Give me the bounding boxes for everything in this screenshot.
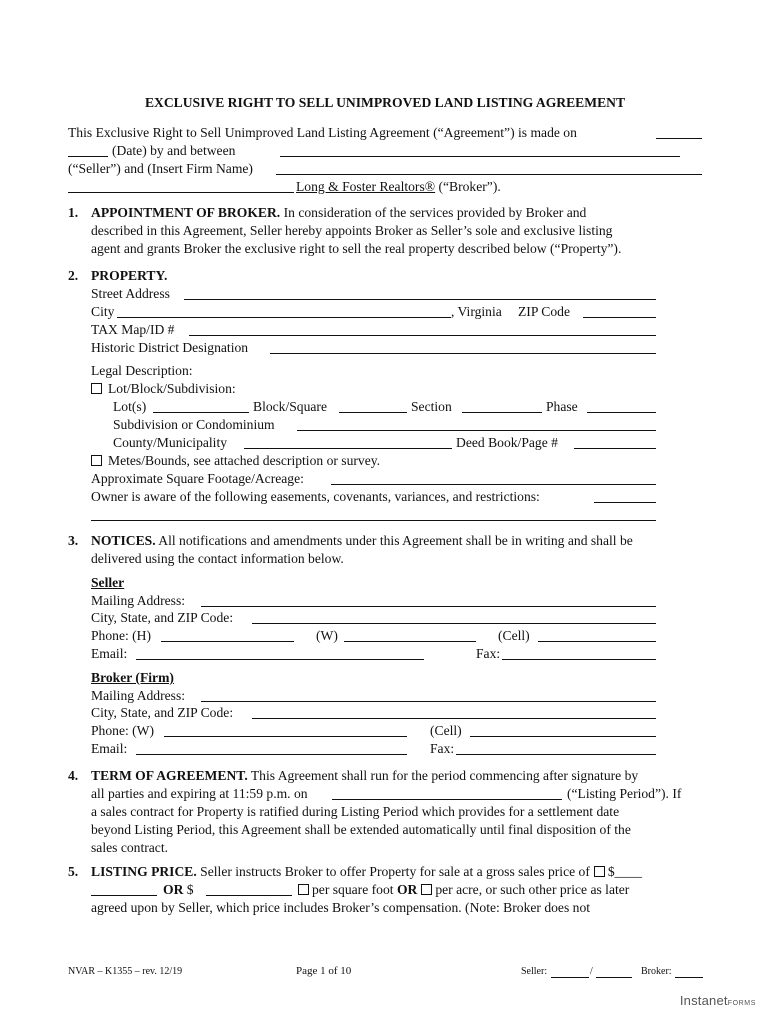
initials-slash: / bbox=[590, 966, 593, 977]
section-5-line-2 bbox=[163, 881, 194, 899]
metes-bounds-checkbox[interactable] bbox=[91, 455, 102, 466]
metes-bounds-option bbox=[91, 452, 380, 470]
per-acre-checkbox[interactable] bbox=[421, 884, 432, 895]
seller-phone-w-field[interactable] bbox=[344, 641, 476, 642]
easements-field[interactable] bbox=[594, 502, 656, 503]
section-1-text-1: In consideration of the services provided by Broker and bbox=[283, 205, 587, 220]
section-4-line-4: beyond Listing Period, this Agreement shall be extended automatically until final disposition of the bbox=[91, 822, 631, 837]
intro-line-1: This Exclusive Right to Sell Unimproved Land Listing Agreement (“Agreement”) is made on bbox=[68, 125, 577, 140]
firm-name-field[interactable] bbox=[276, 174, 702, 175]
broker-city-state-zip-field[interactable] bbox=[252, 718, 656, 719]
easements-field-2[interactable] bbox=[91, 520, 656, 521]
or-label-1: OR bbox=[163, 882, 184, 897]
street-address-field[interactable] bbox=[184, 299, 656, 300]
lots-field[interactable] bbox=[153, 412, 249, 413]
brand-suffix: FORMS bbox=[727, 1000, 756, 1007]
section-4-line-5: sales contract. bbox=[91, 840, 168, 855]
price-per-sqft-field[interactable] bbox=[206, 895, 292, 896]
document-title: EXCLUSIVE RIGHT TO SELL UNIMPROVED LAND LISTING AGREEMENT bbox=[144, 95, 626, 110]
broker-email-label: Email: bbox=[91, 741, 128, 756]
intro-line-3: (“Seller”) and (Insert Firm Name) bbox=[68, 161, 253, 176]
broker-phone-w-field[interactable] bbox=[164, 736, 407, 737]
broker-fax-label: Fax: bbox=[430, 741, 455, 756]
zip-field[interactable] bbox=[583, 317, 656, 318]
zip-label: ZIP Code bbox=[518, 304, 570, 319]
or-label-2: OR bbox=[396, 882, 418, 897]
city-field[interactable] bbox=[117, 317, 451, 318]
deed-book-field[interactable] bbox=[574, 448, 656, 449]
section-5-text-1: Seller instructs Broker to offer Property for sale at a gross sales price of bbox=[200, 864, 590, 879]
deed-book-label: Deed Book/Page # bbox=[456, 435, 558, 450]
broker-initials-field[interactable] bbox=[675, 977, 703, 978]
metes-bounds-label: Metes/Bounds, see attached description or survey. bbox=[108, 453, 381, 468]
seller-city-state-zip-field[interactable] bbox=[252, 623, 656, 624]
seller-phone-w-label: (W) bbox=[316, 628, 338, 643]
firm-name: Long & Foster Realtors® bbox=[296, 179, 436, 194]
section-1-line-3: agent and grants Broker the exclusive right to sell the real property described below (“Property”). bbox=[91, 241, 622, 256]
county-field[interactable] bbox=[244, 448, 452, 449]
county-label: County/Municipality bbox=[113, 435, 228, 450]
section-5-line-3: agreed upon by Seller, which price includes Broker’s compensation. (Note: Broker does not bbox=[91, 900, 591, 915]
broker-label: (“Broker”). bbox=[438, 179, 501, 194]
broker-mailing-field[interactable] bbox=[201, 701, 656, 702]
lots-label: Lot(s) bbox=[113, 399, 147, 414]
lot-block-option bbox=[91, 380, 236, 398]
subdivision-field[interactable] bbox=[297, 430, 656, 431]
section-field[interactable] bbox=[462, 412, 542, 413]
seller-cell-field[interactable] bbox=[538, 641, 656, 642]
seller-phone-h-label: Phone: (H) bbox=[91, 628, 152, 643]
seller-initials-label: Seller: bbox=[521, 966, 548, 977]
gross-price-field-2[interactable] bbox=[91, 895, 157, 896]
section-3-text-1: All notifications and amendments under this Agreement shall be in writing and shall be bbox=[158, 533, 633, 548]
section-3-number: 3. bbox=[68, 533, 79, 548]
broker-cell-label: (Cell) bbox=[430, 723, 462, 738]
section-4-number: 4. bbox=[68, 768, 79, 783]
broker-city-state-zip-label: City, State, and ZIP Code: bbox=[91, 705, 234, 720]
broker-mailing-label: Mailing Address: bbox=[91, 688, 186, 703]
street-address-label: Street Address bbox=[91, 286, 170, 301]
seller-initials-field-1[interactable] bbox=[551, 977, 589, 978]
dollar-sign: $ bbox=[186, 882, 194, 897]
legal-description-label: Legal Description: bbox=[91, 363, 193, 378]
section-4-line-3: a sales contract for Property is ratified during Listing Period which provides for a settlement date bbox=[91, 804, 620, 819]
lot-block-label: Lot/Block/Subdivision: bbox=[108, 381, 236, 396]
easements-label: Owner is aware of the following easements, covenants, variances, and restrictions: bbox=[91, 489, 540, 504]
broker-cell-field[interactable] bbox=[470, 736, 656, 737]
brand-name: Instanet bbox=[679, 993, 728, 1008]
section-4-text-1: This Agreement shall run for the period commencing after signature by bbox=[250, 768, 639, 783]
broker-email-field[interactable] bbox=[136, 754, 407, 755]
seller-heading: Seller bbox=[91, 575, 125, 590]
per-sqft-label: per square foot bbox=[312, 882, 394, 897]
seller-mailing-field[interactable] bbox=[201, 606, 656, 607]
section-3-line-1 bbox=[91, 532, 633, 550]
block-label: Block/Square bbox=[253, 399, 327, 414]
gross-price-checkbox[interactable] bbox=[594, 866, 605, 877]
virginia-label: , Virginia bbox=[451, 304, 502, 319]
section-5-heading: LISTING PRICE. bbox=[91, 864, 197, 879]
per-sqft-checkbox[interactable] bbox=[298, 884, 309, 895]
agreement-date-field[interactable] bbox=[656, 138, 702, 139]
seller-initials-field-2[interactable] bbox=[596, 977, 632, 978]
intro-line-2: (Date) by and between bbox=[112, 143, 236, 158]
broker-heading: Broker (Firm) bbox=[91, 670, 174, 685]
firm-name-field-2[interactable] bbox=[68, 192, 294, 193]
section-1-number: 1. bbox=[68, 205, 79, 220]
broker-fax-field[interactable] bbox=[456, 754, 656, 755]
seller-mailing-label: Mailing Address: bbox=[91, 593, 186, 608]
section-4-heading: TERM OF AGREEMENT. bbox=[91, 768, 248, 783]
instanet-forms-logo bbox=[680, 993, 756, 1008]
square-footage-field[interactable] bbox=[331, 484, 656, 485]
section-5-line-2b bbox=[294, 881, 629, 899]
section-3-line-2: delivered using the contact information below. bbox=[91, 551, 344, 566]
seller-cell-label: (Cell) bbox=[498, 628, 530, 643]
section-4-line-2b: (“Listing Period”). If bbox=[567, 786, 682, 801]
section-5-number: 5. bbox=[68, 864, 79, 879]
broker-initials-label: Broker: bbox=[641, 966, 672, 977]
seller-phone-h-field[interactable] bbox=[161, 641, 294, 642]
subdivision-label: Subdivision or Condominium bbox=[113, 417, 275, 432]
square-footage-label: Approximate Square Footage/Acreage: bbox=[91, 471, 304, 486]
seller-fax-label: Fax: bbox=[476, 646, 501, 661]
seller-fax-field[interactable] bbox=[502, 659, 656, 660]
section-2-number: 2. bbox=[68, 268, 79, 283]
seller-email-field[interactable] bbox=[136, 659, 424, 660]
per-acre-label: per acre, or such other price as later bbox=[435, 882, 630, 897]
section-label: Section bbox=[411, 399, 452, 414]
block-field[interactable] bbox=[339, 412, 407, 413]
seller-name-field[interactable] bbox=[280, 156, 680, 157]
city-label: City bbox=[91, 304, 115, 319]
tax-map-label: TAX Map/ID # bbox=[91, 322, 175, 337]
form-id: NVAR – K1355 – rev. 12/19 bbox=[68, 966, 183, 977]
page-number: Page 1 of 10 bbox=[296, 965, 352, 977]
section-4-line-1 bbox=[91, 767, 638, 785]
section-3-heading: NOTICES. bbox=[91, 533, 156, 548]
firm-name-line bbox=[296, 178, 501, 196]
phase-field[interactable] bbox=[587, 412, 656, 413]
section-2-heading: PROPERTY. bbox=[91, 268, 168, 283]
gross-price-field[interactable]: $____ bbox=[607, 864, 642, 879]
section-1-line-1 bbox=[91, 204, 586, 222]
historic-district-label: Historic District Designation bbox=[91, 340, 249, 355]
section-1-heading: APPOINTMENT OF BROKER. bbox=[91, 205, 281, 220]
broker-phone-w-label: Phone: (W) bbox=[91, 723, 155, 738]
tax-map-field[interactable] bbox=[189, 335, 656, 336]
date-field[interactable] bbox=[68, 156, 108, 157]
seller-city-state-zip-label: City, State, and ZIP Code: bbox=[91, 610, 234, 625]
section-5-line-1 bbox=[91, 863, 642, 881]
section-4-line-2a: all parties and expiring at 11:59 p.m. on bbox=[91, 786, 308, 801]
seller-email-label: Email: bbox=[91, 646, 128, 661]
lot-block-checkbox[interactable] bbox=[91, 383, 102, 394]
historic-district-field[interactable] bbox=[270, 353, 656, 354]
listing-period-date-field[interactable] bbox=[332, 799, 562, 800]
phase-label: Phase bbox=[546, 399, 578, 414]
section-1-line-2: described in this Agreement, Seller hereby appoints Broker as Seller’s sole and exclusive listing bbox=[91, 223, 613, 238]
